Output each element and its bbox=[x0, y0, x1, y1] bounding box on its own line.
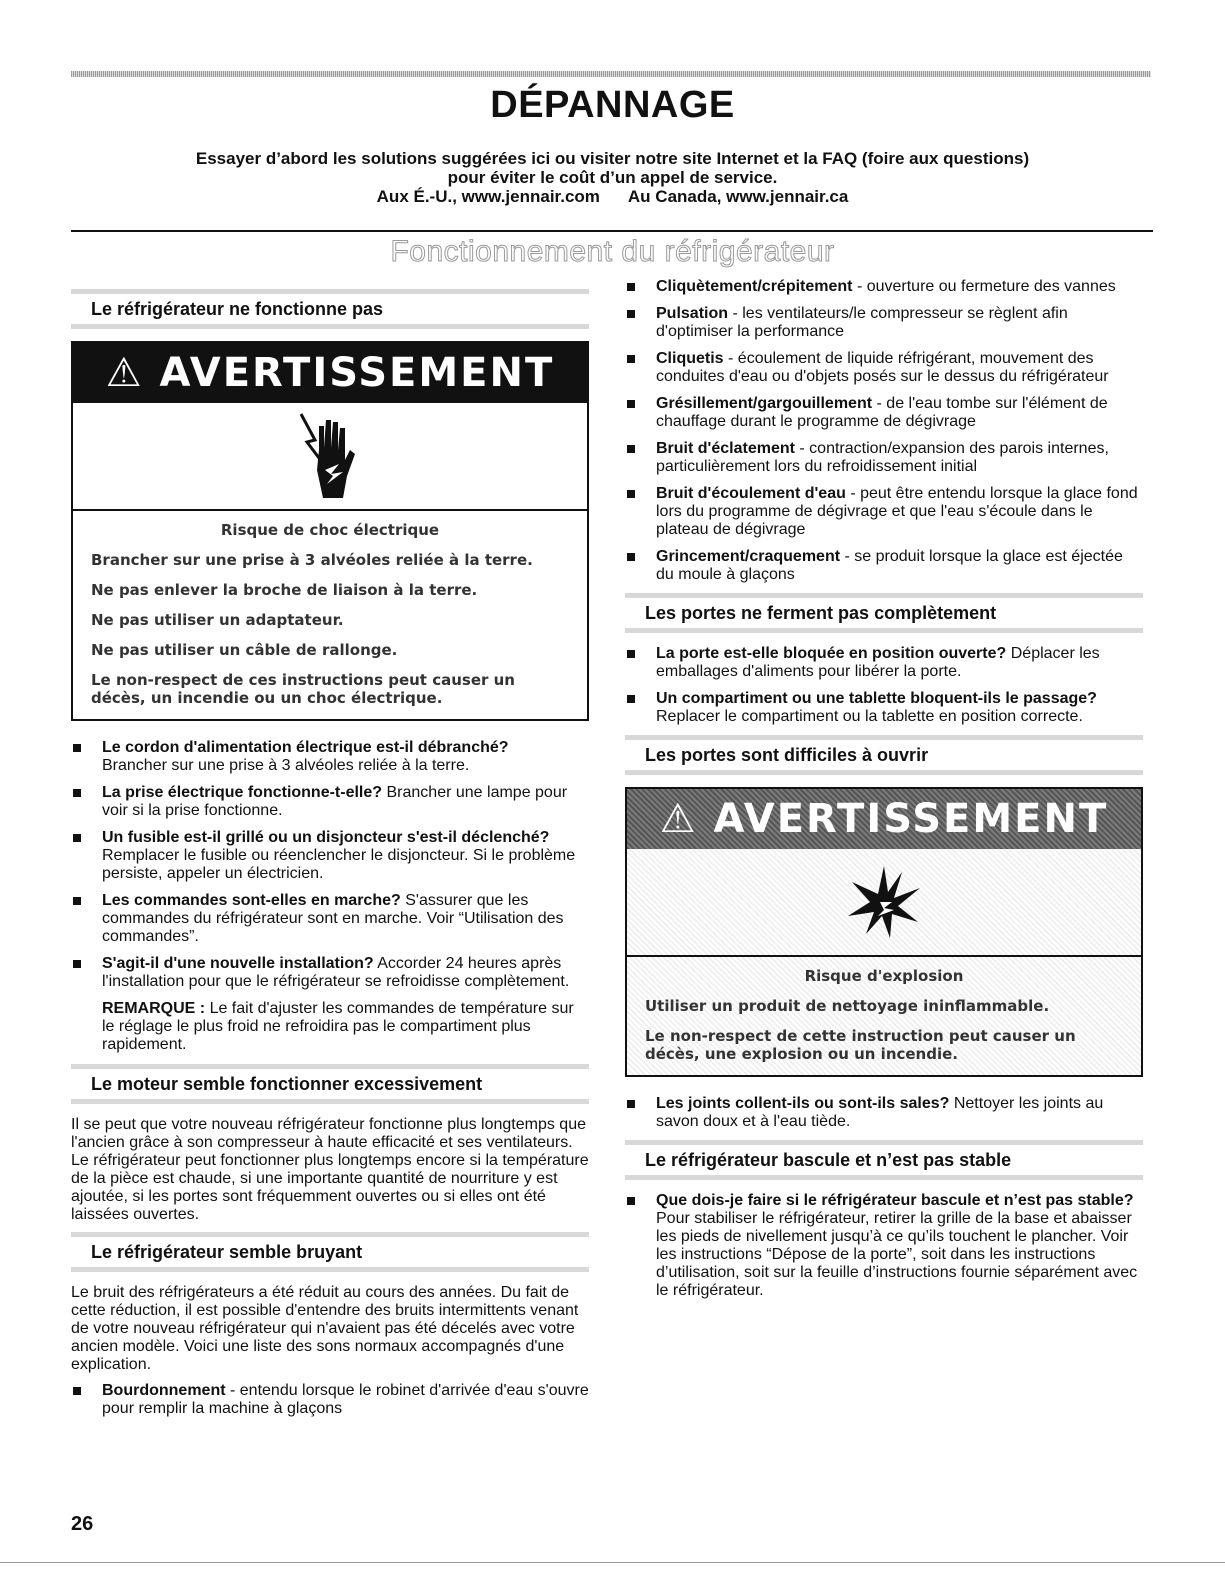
list-item: La porte est-elle bloquée en position ouverte? Déplacer les emballages d'aliments pour libérer la porte. bbox=[625, 645, 1143, 681]
sounds-list-left bbox=[71, 1382, 589, 1418]
left-column bbox=[71, 283, 589, 1427]
list-item: Grincement/craquement - se produit lorsque la glace est éjectée du moule à glaçons bbox=[625, 548, 1143, 584]
warning-triangle-icon: ⚠ bbox=[105, 350, 144, 396]
heading-doors-not-closing: Les portes ne ferment pas complètement bbox=[625, 593, 1143, 633]
bullet-icon bbox=[73, 1387, 81, 1395]
top-divider bbox=[71, 71, 1151, 77]
noise-paragraph: Le bruit des réfrigérateurs a été réduit au cours des années. Du fait de cette réduction, il est possible d'entendre des bruits intermittents venant de votre nouveau réfrigérateur qui n'avaient pas été décelés avec votre ancien modèle. Voici une liste des sons normaux accompagnés d'une explication. bbox=[71, 1284, 579, 1373]
heading-not-stable: Le réfrigérateur bascule et n’est pas stable bbox=[625, 1140, 1143, 1180]
bullet-icon bbox=[73, 834, 81, 842]
list-item: Un fusible est-il grillé ou un disjoncteur s'est-il déclenché? Remplacer le fusible ou réenclencher le disjoncteur. Si le problème persiste, appeler un électricien. bbox=[71, 829, 589, 883]
list-item: S'agit-il d'une nouvelle installation? Accorder 24 heures après l'installation pour que le réfrigérateur se refroidisse complètement. bbox=[71, 955, 589, 991]
list-item: Cliquetis - écoulement de liquide réfrigérant, mouvement des conduites d'eau ou d'objets posés sur le dessus du réfrigérateur bbox=[625, 350, 1143, 386]
bullet-icon bbox=[627, 310, 635, 318]
bullet-icon bbox=[627, 1100, 635, 1108]
list-item: Grésillement/gargouillement - de l'eau tombe sur l'élément de chauffage durant le programme de dégivrage bbox=[625, 395, 1143, 431]
us-website-link[interactable]: Aux É.-U., www.jennair.com bbox=[376, 187, 600, 206]
bullet-icon bbox=[627, 490, 635, 498]
warning-line: Ne pas enlever la broche de liaison à la terre. bbox=[91, 581, 478, 599]
warning-banner bbox=[73, 343, 587, 403]
list-item: La prise électrique fonctionne-t-elle? Brancher une lampe pour voir si la prise fonctionne. bbox=[71, 784, 589, 820]
bullet-icon bbox=[73, 744, 81, 752]
doors-closing-list bbox=[625, 645, 1143, 726]
right-column bbox=[625, 278, 1143, 1309]
note-label: REMARQUE : bbox=[102, 1000, 206, 1017]
list-item: Bruit d'éclatement - contraction/expansion des parois internes, particulièrement lors du refroidissement initial bbox=[625, 440, 1143, 476]
explosion-warning bbox=[625, 787, 1143, 1077]
warning-text bbox=[627, 957, 1141, 1075]
list-item: Que dois-je faire si le réfrigérateur bascule et n’est pas stable? Pour stabiliser le réfrigérateur, retirer la grille de la base et abaisser les pieds de nivellement jusqu’à ce qu’ils touchent le plancher. Voir les instructions “Dépose de la porte”, soit dans les instructions d’utilisation, soit sur la feuille d’instructions fournie séparément avec le réfrigérateur. bbox=[625, 1192, 1143, 1300]
bullet-icon bbox=[73, 960, 81, 968]
list-item: Bruit d'écoulement d'eau - peut être entendu lorsque la glace fond lors du programme de dégivrage et que l'eau s'écoule dans le plateau de dégivrage bbox=[625, 485, 1143, 539]
warning-line: Ne pas utiliser un câble de rallonge. bbox=[91, 641, 398, 659]
website-links bbox=[100, 187, 1125, 206]
warning-triangle-icon: ⚠ bbox=[659, 796, 698, 842]
header-rule bbox=[71, 230, 1153, 232]
sounds-list-right bbox=[625, 278, 1143, 584]
bullet-icon bbox=[627, 445, 635, 453]
list-item: Bourdonnement - entendu lorsque le robinet d'arrivée d'eau s'ouvre pour remplir la machine à glaçons bbox=[71, 1382, 589, 1418]
warning-line: Utiliser un produit de nettoyage ininflammable. bbox=[645, 997, 1050, 1015]
electric-shock-hand-icon bbox=[73, 403, 587, 511]
doors-open-list bbox=[625, 1095, 1143, 1131]
warning-text bbox=[73, 511, 587, 719]
warning-label: AVERTISSEMENT bbox=[713, 796, 1109, 842]
intro-text bbox=[100, 149, 1125, 206]
note-text: Le fait d'ajuster les commandes de température sur le réglage le plus froid ne refroidira pas le compartiment plus rapidement. bbox=[102, 1000, 574, 1053]
not-working-list bbox=[71, 739, 589, 991]
bullet-icon bbox=[627, 1197, 635, 1205]
electric-shock-warning bbox=[71, 341, 589, 721]
list-item: Le cordon d'alimentation électrique est-il débranché? Brancher sur une prise à 3 alvéoles reliée à la terre. bbox=[71, 739, 589, 775]
bullet-icon bbox=[73, 897, 81, 905]
warning-risk: Risque d'explosion bbox=[804, 967, 964, 985]
warning-line: Le non-respect de ces instructions peut causer un décès, un incendie ou un choc électrique. bbox=[91, 671, 515, 707]
warning-line: Brancher sur une prise à 3 alvéoles reliée à la terre. bbox=[91, 551, 533, 569]
bottom-edge bbox=[0, 1562, 1225, 1563]
note bbox=[71, 1000, 589, 1054]
warning-line: Ne pas utiliser un adaptateur. bbox=[91, 611, 344, 629]
list-item: Cliquètement/crépitement - ouverture ou fermeture des vannes bbox=[625, 278, 1143, 296]
heading-motor-running: Le moteur semble fonctionner excessivement bbox=[71, 1064, 589, 1104]
section-title: Fonctionnement du réfrigérateur bbox=[390, 235, 835, 268]
stability-list bbox=[625, 1192, 1143, 1300]
intro-line-1: Essayer d’abord les solutions suggérées ici ou visiter notre site Internet et la FAQ (foire aux questions) bbox=[195, 149, 1030, 168]
heading-doors-hard-to-open: Les portes sont difficiles à ouvrir bbox=[625, 735, 1143, 775]
bullet-icon bbox=[627, 553, 635, 561]
list-item: Les joints collent-ils ou sont-ils sales? Nettoyer les joints au savon doux et à l'eau tiède. bbox=[625, 1095, 1143, 1131]
list-item: Les commandes sont-elles en marche? S'assurer que les commandes du réfrigérateur sont en marche. Voir “Utilisation des commandes”. bbox=[71, 892, 589, 946]
list-item: Un compartiment ou une tablette bloquent-ils le passage? Replacer le compartiment ou la tablette en position correcte. bbox=[625, 690, 1143, 726]
warning-label: AVERTISSEMENT bbox=[159, 350, 555, 396]
canada-website-link[interactable]: Au Canada, www.jennair.ca bbox=[627, 187, 849, 206]
bullet-icon bbox=[627, 650, 635, 658]
bullet-icon bbox=[73, 789, 81, 797]
bullet-icon bbox=[627, 400, 635, 408]
bullet-icon bbox=[627, 695, 635, 703]
explosion-icon bbox=[627, 849, 1141, 957]
bullet-icon bbox=[627, 283, 635, 291]
warning-line: Le non-respect de cette instruction peut causer un décès, une explosion ou un incendie. bbox=[645, 1027, 1076, 1063]
warning-risk: Risque de choc électrique bbox=[220, 521, 440, 539]
intro-line-2: pour éviter le coût d’un appel de service. bbox=[447, 168, 778, 187]
page-title: DÉPANNAGE bbox=[490, 84, 735, 126]
page-number: 26 bbox=[71, 1513, 94, 1535]
motor-paragraph: Il se peut que votre nouveau réfrigérateur fonctionne plus longtemps que l'ancien grâce à son compresseur à haute efficacité et ses ventilateurs. Le réfrigérateur peut fonctionner plus longtemps encore si la température de la pièce est chaude, si une importante quantité de nourriture y est ajoutée, si les portes sont fréquemment ouvertes ou si elles ont été laissées ouvertes. bbox=[71, 1116, 589, 1223]
heading-noisy: Le réfrigérateur semble bruyant bbox=[71, 1232, 589, 1272]
heading-not-working: Le réfrigérateur ne fonctionne pas bbox=[71, 289, 589, 329]
warning-banner bbox=[627, 789, 1141, 849]
list-item: Pulsation - les ventilateurs/le compresseur se règlent afin d'optimiser la performance bbox=[625, 305, 1143, 341]
bullet-icon bbox=[627, 355, 635, 363]
